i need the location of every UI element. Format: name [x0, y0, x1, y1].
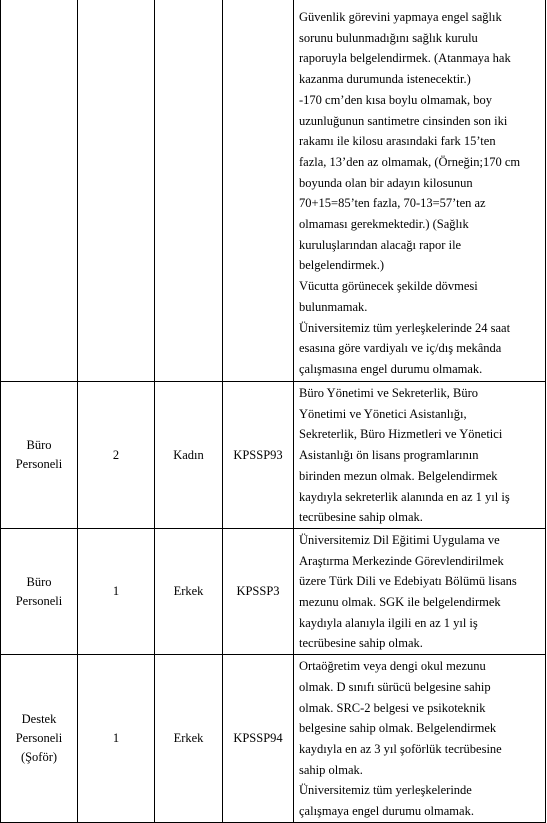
- position-title-line: Büro: [26, 574, 52, 589]
- table-row: [1, 528, 546, 654]
- requirement-line: Üniversitemiz Dil Eğitimi Uygulama ve: [299, 532, 500, 547]
- requirement-line: olmaması gerekmektedir.) (Sağlık: [299, 217, 469, 232]
- position-title-line: (Şoför): [20, 749, 58, 764]
- position-title-line: Personeli: [15, 593, 63, 608]
- requirement-line: Yönetimi ve Yönetici Asistanlığı,: [299, 406, 467, 421]
- table-row: [1, 0, 546, 382]
- requirements-cell: [294, 528, 546, 654]
- requirements-cell: [294, 655, 546, 823]
- requirements-cell: [294, 0, 546, 382]
- code-cell: KPSSP3: [223, 528, 294, 654]
- requirement-line: -170 cm’den kısa boylu olmamak, boy: [299, 92, 493, 107]
- code-cell: KPSSP93: [223, 382, 294, 529]
- requirement-line: tecrübesine sahip olmak.: [299, 636, 423, 651]
- requirement-line: kaydıyla en az 3 yıl şoförlük tecrübesine: [299, 741, 502, 756]
- requirement-line: Araştırma Merkezinde Görevlendirilmek: [299, 553, 504, 568]
- table-row: [1, 655, 546, 823]
- requirement-line: çalışmaya engel durumu olmamak.: [299, 804, 474, 819]
- requirement-line: Ortaöğretim veya dengi okul mezunu: [299, 659, 486, 674]
- count-cell: 1: [78, 528, 155, 654]
- requirement-line: 70+15=85’ten fazla, 70-13=57’ten az: [299, 196, 486, 211]
- requirement-line: olmak. SRC-2 belgesi ve psikoteknik: [299, 700, 486, 715]
- requirement-line: birinden mezun olmak. Belgelendirmek: [299, 468, 498, 483]
- requirement-line: Büro Yönetimi ve Sekreterlik, Büro: [299, 386, 479, 400]
- count-cell: 1: [78, 655, 155, 823]
- title-cell: [1, 0, 78, 382]
- title-cell: [1, 528, 78, 654]
- requirement-line: Üniversitemiz tüm yerleşkelerinde: [299, 783, 472, 798]
- requirement-line: Sekreterlik, Büro Hizmetleri ve Yönetici: [299, 427, 503, 442]
- gender-cell: Erkek: [155, 528, 223, 654]
- gender-cell: Kadın: [155, 382, 223, 529]
- requirement-line: kaydıyla alanıyla ilgili en az 1 yıl iş: [299, 615, 478, 630]
- position-title-line: Personeli: [15, 456, 63, 471]
- requirement-line: fazla, 13’den az olmamak, (Örneğin;170 cm: [299, 154, 521, 169]
- title-cell: [1, 655, 78, 823]
- gender-cell: Erkek: [155, 655, 223, 823]
- count-cell: 2: [78, 382, 155, 529]
- position-title-line: Destek: [21, 711, 57, 726]
- title-cell: [1, 382, 78, 529]
- requirement-line: Asistanlığı ön lisans programlarının: [299, 448, 479, 463]
- gender-cell: [155, 0, 223, 382]
- requirements-cell: [294, 382, 546, 529]
- code-cell: [223, 0, 294, 382]
- requirement-line: Güvenlik görevini yapmaya engel sağlık: [299, 10, 502, 24]
- requirement-line: bulunmamak.: [299, 299, 368, 314]
- requirement-line: tecrübesine sahip olmak.: [299, 510, 423, 525]
- requirement-line: belgesine sahip olmak. Belgelendirmek: [299, 721, 497, 736]
- requirement-line: kuruluşlarından alacağı rapor ile: [299, 237, 462, 252]
- requirement-line: kaydıyla sekreterlik alanında en az 1 yıl iş: [299, 489, 510, 504]
- requirement-line: raporuyla belgelendirmek. (Atanmaya hak: [299, 51, 511, 66]
- requirement-line: Vücutta görünecek şekilde dövmesi: [299, 279, 478, 294]
- requirement-line: belgelendirmek.): [299, 258, 385, 273]
- requirement-line: mezunu olmak. SGK ile belgelendirmek: [299, 595, 501, 610]
- requirement-line: Üniversitemiz tüm yerleşkelerinde 24 saat: [299, 320, 511, 335]
- requirement-line: kazanma durumunda istenecektir.): [299, 72, 471, 87]
- requirement-line: çalışmasına engel durumu olmamak.: [299, 361, 483, 376]
- requirement-line: rakamı ile kilosu arasındaki fark 15’ten: [299, 134, 496, 149]
- requirement-line: boyunda olan bir adayın kilosunun: [299, 175, 473, 190]
- position-title-line: Büro: [26, 437, 52, 452]
- count-cell: [78, 0, 155, 382]
- requirement-line: üzere Türk Dili ve Edebiyatı Bölümü lisans: [299, 574, 517, 589]
- requirement-line: uzunluğunun santimetre cinsinden son iki: [299, 113, 508, 128]
- code-cell: KPSSP94: [223, 655, 294, 823]
- table-row: [1, 382, 546, 529]
- requirement-line: sahip olmak.: [299, 762, 363, 777]
- requirement-line: sorunu bulunmadığını sağlık kurulu: [299, 30, 478, 45]
- position-title-line: Personeli: [15, 730, 63, 745]
- requirement-line: esasına göre vardiyalı ve iç/dış mekânda: [299, 341, 502, 356]
- requirement-line: olmak. D sınıfı sürücü belgesine sahip: [299, 679, 491, 694]
